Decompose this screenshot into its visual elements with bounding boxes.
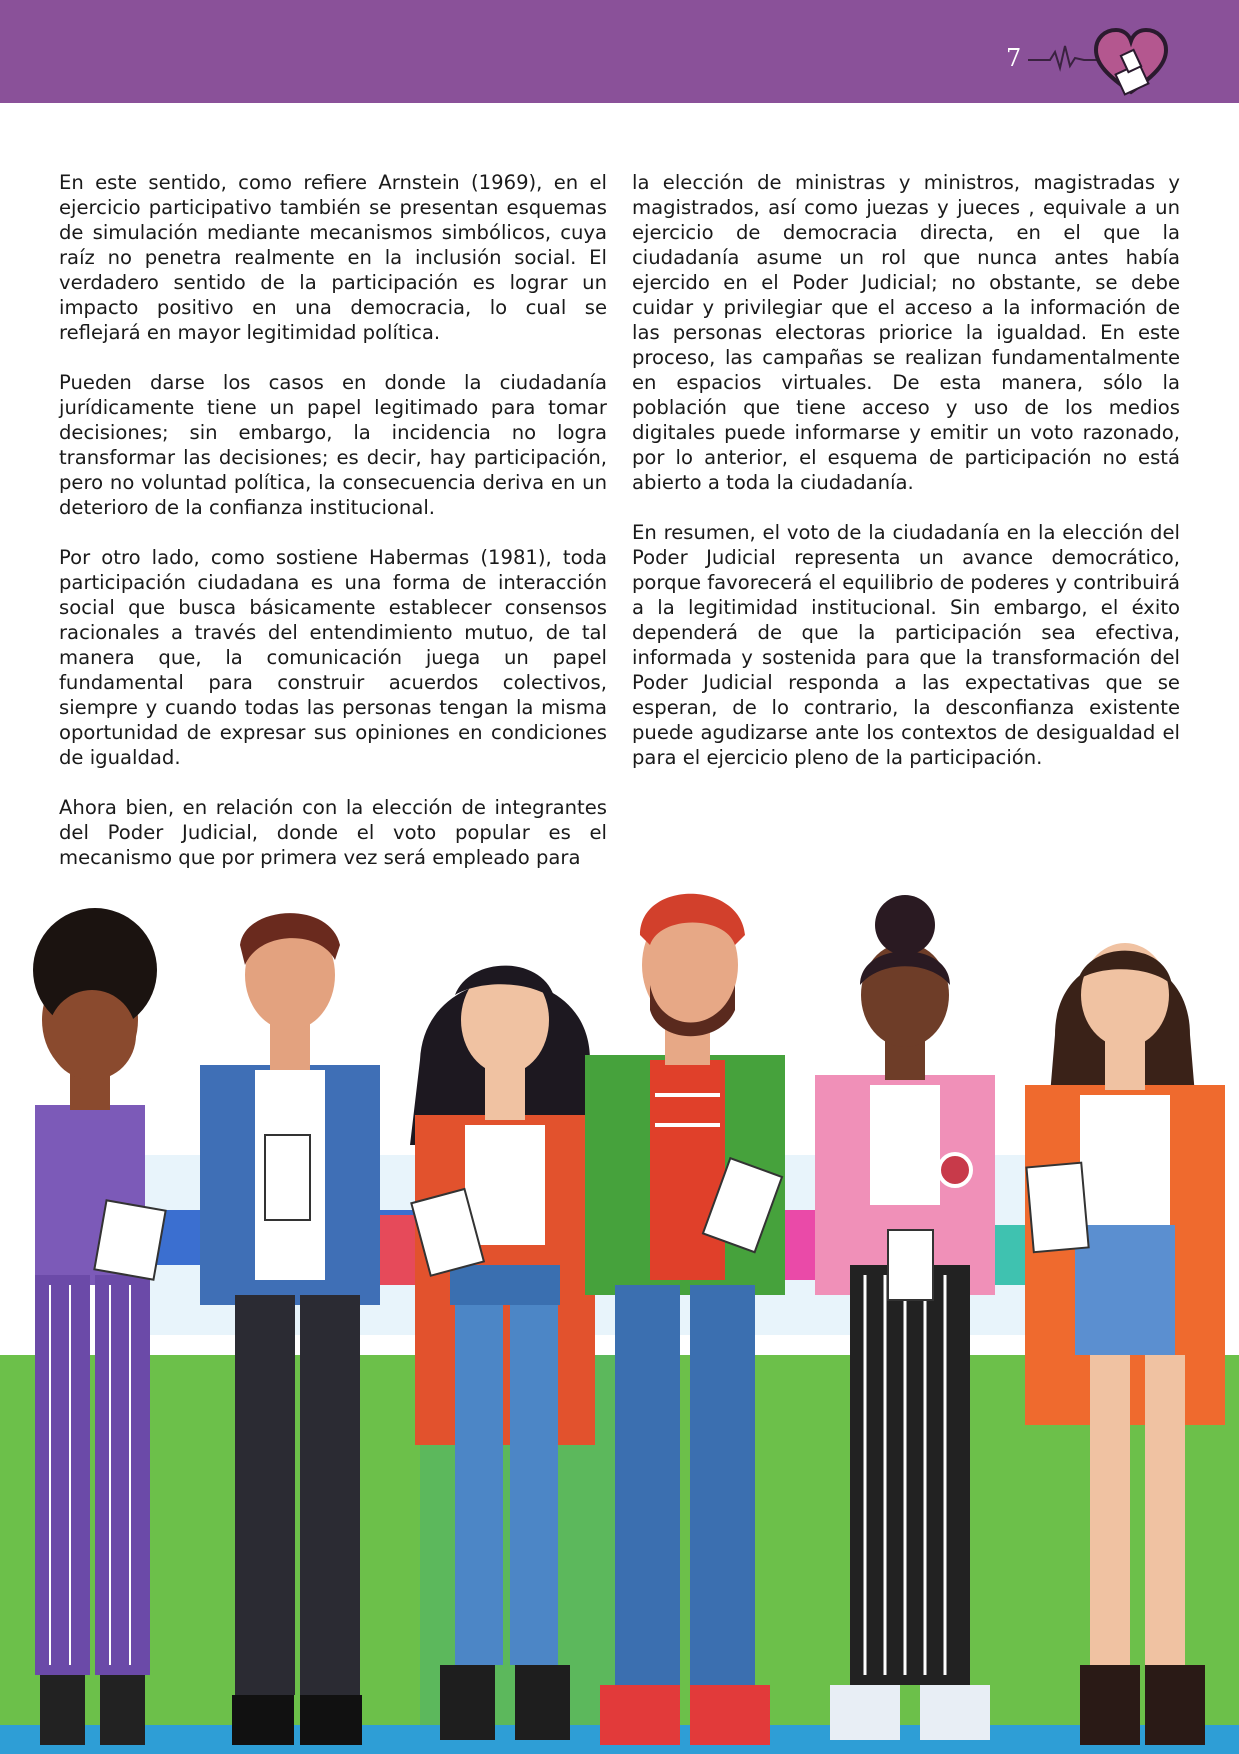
left-column [59,170,607,895]
right-column [632,170,1180,795]
voters-illustration [0,885,1239,1754]
page-number: 7 [1006,44,1022,72]
paragraph-legitimized-role: Pueden darse los casos en donde la ciudadanía jurídicamente tiene un papel legitimado para tomar decisiones; sin embargo, la incidencia no logra transformar las decisiones; es decir, hay participación, pero no voluntad política, la consecuencia deriva en un deterioro de la confianza institucional. [59,371,607,519]
heart-ballot-icon [1028,22,1178,104]
paragraph-summary: En resumen, el voto de la ciudadanía en la elección del Poder Judicial representa un avance democrático, porque favorecerá el equilibrio de poderes y contribuirá a la legitimidad institucional. Sin embargo, el éxito dependerá de que la participación sea efectiva, informada y sostenida para que la transformación del Poder Judicial responda a las expectativas que se esperan, de lo contrario, la desconfianza existente puede agudizarse ante los contextos de desigualdad el para el ejercicio pleno de la participación. [632,521,1180,769]
paragraph-habermas: Por otro lado, como sostiene Habermas (1981), toda participación ciudadana es una forma de interacción social que busca básicamente establecer consensos racionales a través del entendimiento mutuo, de tal manera que, la comunicación juega un papel fundamental para construir acuerdos colectivos, siempre y cuando todas las personas tengan la misma oportunidad de expresar sus opiniones en condiciones de igualdad. [59,546,607,769]
paragraph-arnstein: En este sentido, como refiere Arnstein (1969), en el ejercicio participativo también se presentan esquemas de simulación mediante mecanismos simbólicos, cuya raíz no penetra realmente en la inclusión social. El verdadero sentido de la participación es lograr un impacto positivo en una democracia, lo cual se reflejará en mayor legitimidad política. [59,171,607,344]
header-band [0,0,1239,103]
paragraph-judicial-election-continued: la elección de ministras y ministros, magistradas y magistrados, así como juezas y jueces , equivale a un ejercicio de democracia directa, en el que la ciudadanía asume un rol que nunca antes había ejercido en el Poder Judicial; no obstante, se debe cuidar y privilegiar que el acceso a la información de las personas electoras priorice la igualdad. En este proceso, las campañas se realizan fundamentalmente en espacios virtuales. De esta manera, sólo la población que tiene acceso y uso de los medios digitales puede informarse y emitir un voto razonado, por lo anterior, el esquema de participación no está abierto a toda la ciudadanía. [632,171,1180,494]
paragraph-judicial-election-start: Ahora bien, en relación con la elección de integrantes del Poder Judicial, donde el voto popular es el mecanismo que por primera vez será empleado para [59,796,607,869]
